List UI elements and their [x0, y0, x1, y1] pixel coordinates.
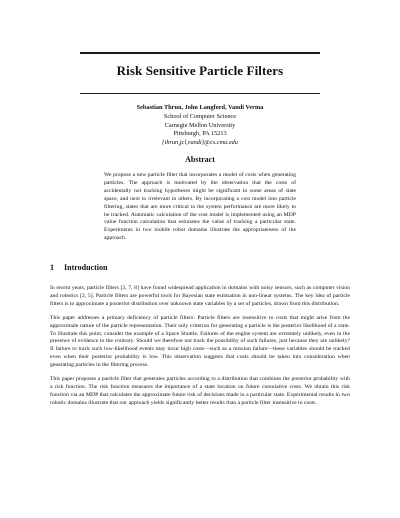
affiliation-line: Pittsburgh, PA 15213 — [173, 130, 227, 138]
body-paragraph: In recent years, particle filters [3, 7, 8] have found widespread application in domains with noisy sensors, such as computer vision and robotics [2, 5]. Particle filters are powerful tools for Bayesian state estimation in non-linear systems. The key idea of particle filters is to approximate a posterior distribution over unknown state variables by a set of particles, drawn from this distribution. — [50, 285, 350, 307]
author-block — [80, 104, 320, 148]
section-body — [50, 285, 350, 414]
affiliation-line: School of Computer Science — [163, 112, 237, 120]
title-bottom-rule — [80, 93, 320, 94]
abstract-text: We propose a new particle filter that incorporates a model of costs when generating particles. The approach is motivated by the observation that the costs of accidentally not tracking hypotheses might be significant in some areas of state space, and next to irrelevant in others. By incorporating a cost model into particle filtering, states that are more critical to the system performance are more likely to be tracked. Automatic calculation of the cost model is implemented using an MDP value function calculation that estimates the value of tracking a particular state. Experiments in two mobile robot domains illustrate the appropriateness of the approach. — [104, 172, 296, 242]
section-number: 1 — [50, 263, 54, 272]
abstract-heading: Abstract — [185, 155, 215, 164]
author-email: {thrun,jcl,vandi}@cs.cmu.edu — [162, 139, 238, 147]
paper-title: Risk Sensitive Particle Filters — [116, 63, 284, 78]
author-names: Sebastian Thrun, John Langford, Vandi Verma — [136, 104, 264, 111]
section-title: Introduction — [64, 263, 108, 272]
affiliation-line: Carnegie Mellon University — [164, 121, 236, 129]
section-heading — [50, 262, 107, 273]
title-top-rule — [80, 52, 320, 54]
body-paragraph: This paper addresses a primary deficiency of particle filters: Particle filters are insensitive to costs that might arise from the approximate nature of the particle representation. Their only criterion for generating a particle is the posterior likelihood of a state. To illustrate this point, consider the example of a Space Shuttle. Failures of the engine system are extremely unlikely, even in the presence of evidence to the contrary. Should we therefore not track the possibility of such failures, just because they are unlikely? If failure to track such low-likelihood events may incur high costs—such as a mission failure—these variables should be tracked even when their posterior probability is low. This observation suggests that costs should be taken into consideration when generating particles in the filtering process. — [50, 314, 350, 369]
body-paragraph: This paper proposes a particle filter that generates particles according to a distribution that combines the posterior probability with a risk function. The risk function measures the importance of a state location on future cumulative costs. We obtain this risk function via an MDP that calculates the approximate future risk of decisions made in a particular state. Experimental results in two robotic domains illustrate that our approach yields significantly better results than a particle filter insensitive to costs. — [50, 376, 350, 406]
